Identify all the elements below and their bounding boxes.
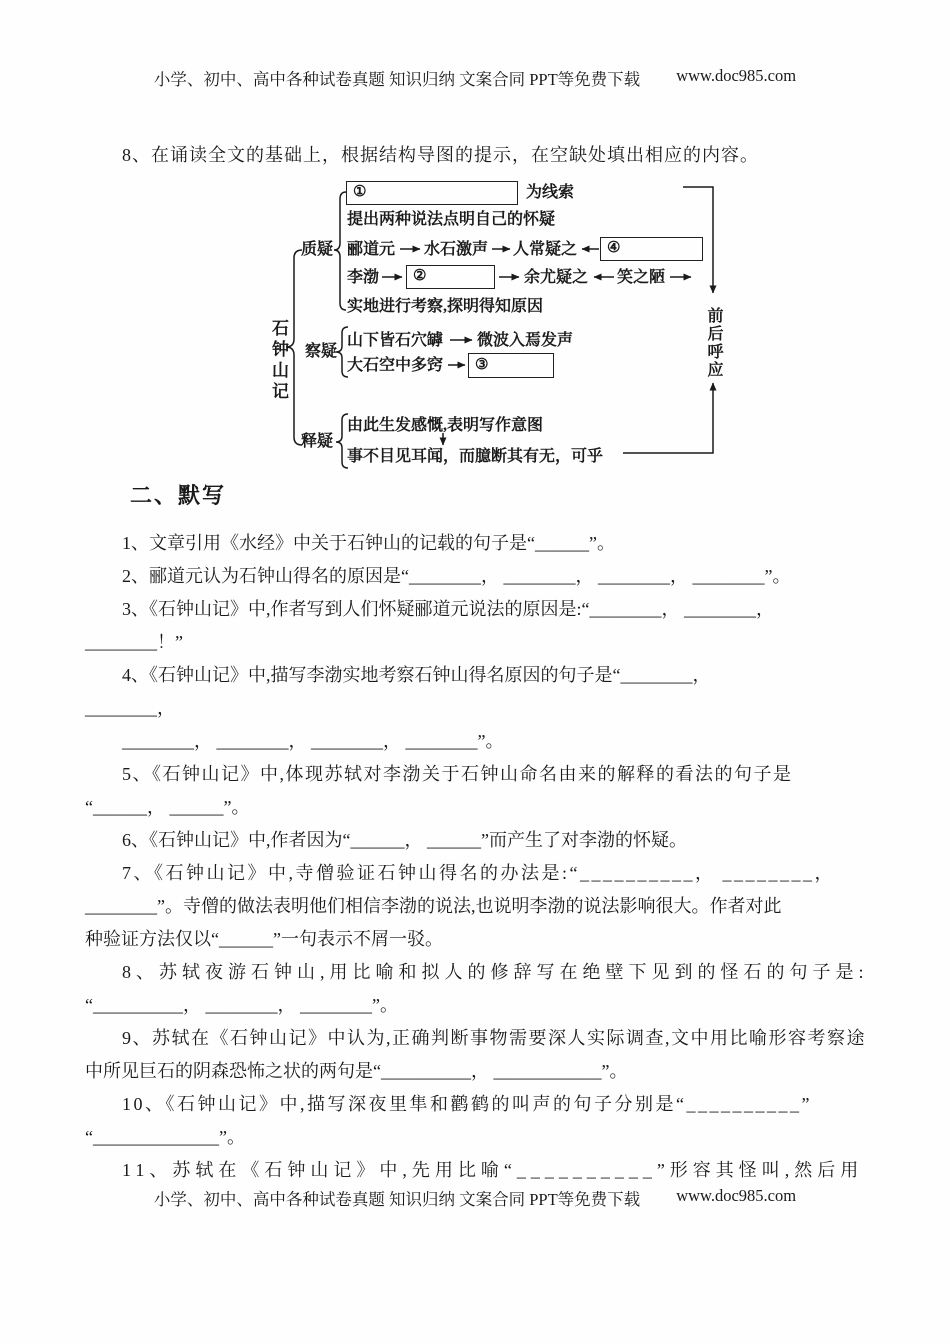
header-site-url: www.doc985.com xyxy=(676,66,797,85)
diagram-node-two-views: 提出两种说法点明自己的怀疑 xyxy=(347,211,556,228)
dictation-line-q4b: ________， xyxy=(85,698,175,718)
dictation-line-q11: 11、苏轼在《石钟山记》中,先用比喻“__________”形容其怪叫,然后用 xyxy=(122,1160,864,1180)
diagram-node-conclusion: 事不目见耳闻，而臆断其有无，可乎 xyxy=(347,448,604,465)
footer-promo-text: 小学、初中、高中各种试卷真题 知识归纳 文案合同 PPT等免费下载 xyxy=(153,1190,641,1209)
diagram-blank-box-1[interactable]: ① xyxy=(346,181,518,205)
dictation-line-q7c: 种验证方法仅以“______”一句表示不屑一驳。 xyxy=(85,929,443,949)
dictation-line-q3b: ________！” xyxy=(85,632,183,652)
diagram-node-lidaoyuan: 郦道元 xyxy=(347,241,396,258)
diagram-label-chayi: 察疑 xyxy=(305,343,338,360)
dictation-line-q5b: “______， ______”。 xyxy=(85,797,250,817)
structure-diagram xyxy=(250,172,730,484)
diagram-node-big-rock: 大石空中多窍 xyxy=(347,357,444,374)
dictation-line-q8b: “__________， ________， ________”。 xyxy=(85,995,398,1015)
dictation-questions xyxy=(85,527,867,1187)
diagram-node-laugh: 笑之陋 xyxy=(617,269,666,286)
diagram-node-libo: 李渤 xyxy=(347,269,380,286)
diagram-node-caves: 山下皆石穴罅 xyxy=(347,332,444,349)
dictation-line-q1: 1、文章引用《水经》中关于石钟山的记载的句子是“______”。 xyxy=(122,533,615,553)
page-footer xyxy=(0,1186,950,1210)
dictation-line-q10b: “______________”。 xyxy=(85,1127,245,1147)
diagram-node-i-doubt: 余尤疑之 xyxy=(524,269,589,286)
section-heading-dictation: 二、默写 xyxy=(130,483,227,508)
dictation-line-q8a: 8、苏轼夜游石钟山,用比喻和拟人的修辞写在绝壁下见到的怪石的句子是: xyxy=(122,962,869,982)
brace-zhiyi xyxy=(334,192,346,310)
diagram-blank-box-4[interactable]: ④ xyxy=(600,237,703,261)
dictation-line-q2: 2、郦道元认为石钟山得名的原因是“________， ________， ________， ________”。 xyxy=(122,566,791,586)
dictation-line-q10a: 10、《石钟山记》中,描写深夜里隼和鹳鹤的叫声的句子分别是“__________” xyxy=(122,1094,812,1114)
question-8-intro: 8、在诵读全文的基础上，根据结构导图的提示，在空缺处填出相应的内容。 xyxy=(122,145,759,165)
diagram-node-people-doubt: 人常疑之 xyxy=(513,241,578,258)
dictation-line-q4a: 4、《石钟山记》中,描写李渤实地考察石钟山得名原因的句子是“________， xyxy=(122,665,711,685)
diagram-node-clue: 为线索 xyxy=(526,184,575,201)
diagram-node-water-rock: 水石激声 xyxy=(424,241,489,258)
echo-line-bottom xyxy=(623,383,713,453)
diagram-node-waves-sound: 微波入焉发声 xyxy=(477,332,574,349)
dictation-line-q7a: 7、《石钟山记》中,寺僧验证石钟山得名的办法是:“__________， ________， xyxy=(122,863,835,883)
dictation-line-q7b: ________”。寺僧的做法表明他们相信李渤的说法,也说明李渤的说法影响很大。作者对此 xyxy=(85,896,782,916)
diagram-root-label: 石钟山记 xyxy=(269,319,288,403)
diagram-blank-box-2[interactable]: ② xyxy=(406,265,495,289)
dictation-line-q3a: 3、《石钟山记》中,作者写到人们怀疑郦道元说法的原因是:“________， ________， xyxy=(122,599,774,619)
diagram-node-field-study: 实地进行考察,探明得知原因 xyxy=(347,298,544,315)
footer-site-url: www.doc985.com xyxy=(676,1186,797,1205)
header-promo-text: 小学、初中、高中各种试卷真题 知识归纳 文案合同 PPT等免费下载 xyxy=(153,70,641,89)
diagram-blank-box-3[interactable]: ③ xyxy=(468,353,554,378)
dictation-line-q9a: 9、苏轼在《石钟山记》中认为,正确判断事物需要深人实际调查,文中用比喻形容考察途 xyxy=(122,1028,866,1048)
diagram-echo-label: 前后呼应 xyxy=(705,307,722,379)
diagram-label-zhiyi: 质疑 xyxy=(301,241,334,258)
diagram-node-emotion: 由此生发感慨,表明写作意图 xyxy=(347,417,544,434)
dictation-line-q4c: ________， ________， ________， ________”。 xyxy=(122,731,504,751)
dictation-line-q9b: 中所见巨石的阴森恐怖之状的两句是“__________， ____________”。 xyxy=(85,1061,628,1081)
dictation-line-q6: 6、《石钟山记》中,作者因为“______， ______”而产生了对李渤的怀疑。 xyxy=(122,830,687,850)
page-header xyxy=(0,66,950,90)
diagram-label-shiyi: 释疑 xyxy=(301,433,334,450)
dictation-line-q5a: 5、《石钟山记》中,体现苏轼对李渤关于石钟山命名由来的解释的看法的句子是 xyxy=(122,764,793,784)
